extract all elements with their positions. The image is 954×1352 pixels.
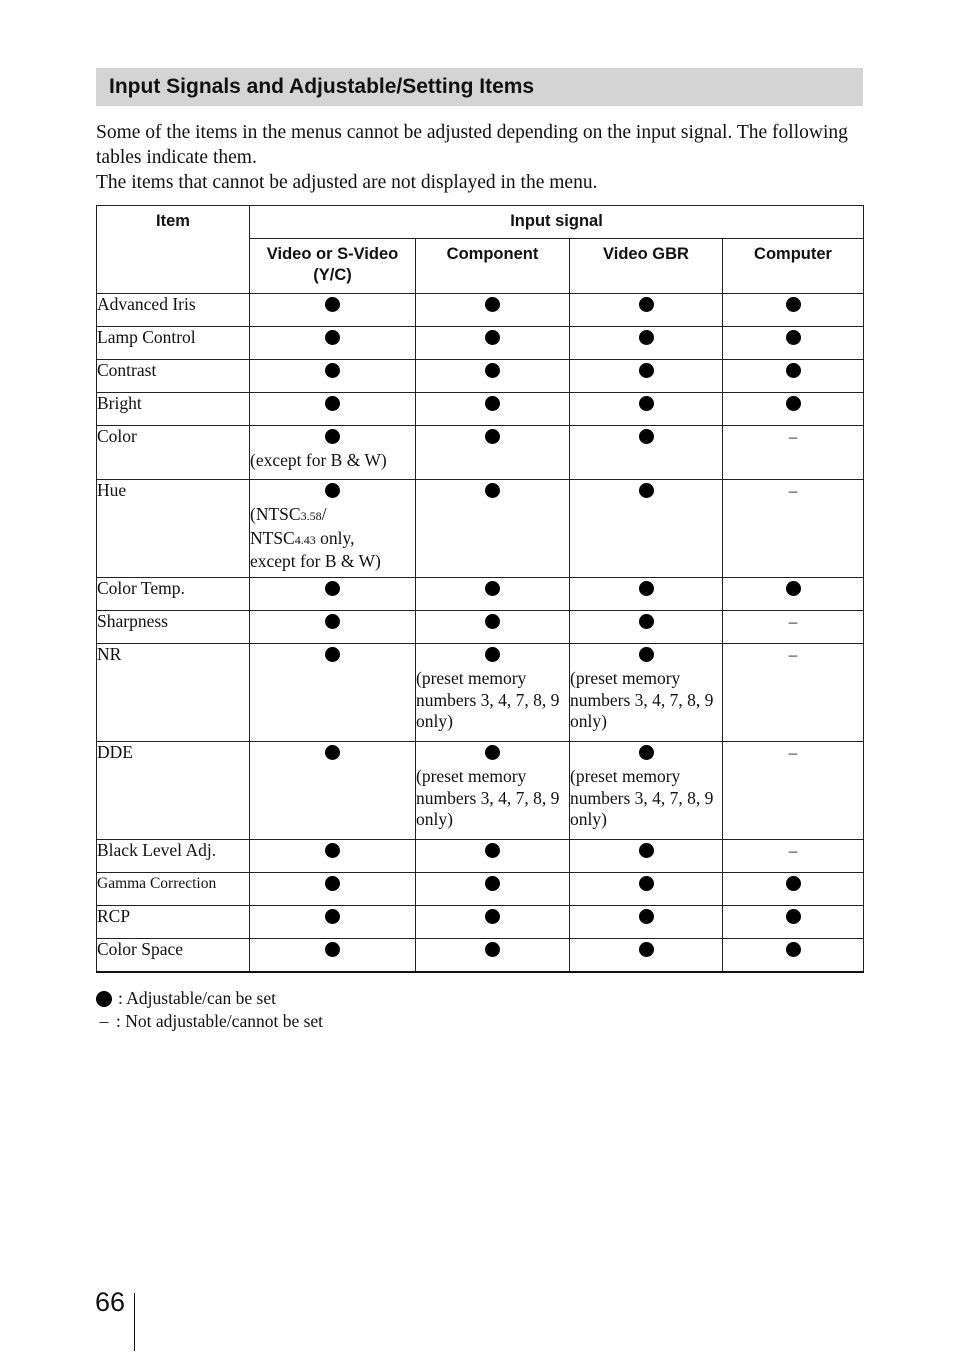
adjustable-dot-icon [485,843,500,858]
header-video-s-video: Video or S-Video (Y/C) [250,239,416,294]
intro-text [96,120,866,195]
adjustable-dot-icon [639,483,654,498]
adjustable-dot-icon [639,363,654,378]
adjustable-dot-icon [639,647,654,662]
adjustable-dot-icon [786,363,801,378]
intro-paragraph-1: Some of the items in the menus cannot be adjusted depending on the input signal. The following tables indicate them. [96,122,848,168]
adjustable-dot-icon [325,614,340,629]
legend-adjustable-text: : Adjustable/can be set [118,988,276,1008]
cell-note: (preset memory numbers 3, 4, 7, 8, 9 only) [416,766,560,829]
row-label: Hue [97,480,250,578]
adjustable-dot-icon [325,330,340,345]
adjustable-dot-icon [786,909,801,924]
not-adjustable-dash: – [788,841,798,860]
adjustable-dot-icon [325,647,340,662]
row-label: NR [97,644,250,742]
table-row [97,360,864,393]
table-row [97,840,864,873]
adjustable-dot-icon [325,909,340,924]
adjustable-dot-icon [325,483,340,498]
table-row [97,906,864,939]
adjustable-dot-icon [485,745,500,760]
row-label: RCP [97,906,250,939]
row-label: Color [97,426,250,480]
adjustable-dot-icon [639,581,654,596]
cell-note: (preset memory numbers 3, 4, 7, 8, 9 only) [570,766,714,829]
adjustable-dot-icon [485,396,500,411]
adjustable-dot-icon [325,745,340,760]
adjustable-dot-icon [786,876,801,891]
header-video-gbr: Video GBR [570,239,723,294]
adjustable-dot-icon [786,942,801,957]
row-label: Gamma Correction [97,873,250,906]
header-component: Component [416,239,570,294]
adjustable-dot-icon [485,942,500,957]
legend [96,987,323,1033]
row-label: Color Space [97,939,250,972]
not-adjustable-dash: – [788,645,798,664]
legend-not-adjustable [96,1010,323,1033]
adjustable-dot-icon [485,647,500,662]
adjustable-dot-icon [485,297,500,312]
row-label: Bright [97,393,250,426]
header-input-signal: Input signal [250,206,864,239]
table-row [97,294,864,327]
adjustable-dot-icon [786,330,801,345]
not-adjustable-dash: – [788,743,798,762]
input-signal-table [96,205,864,973]
adjustable-dot-icon [325,843,340,858]
table-row [97,611,864,644]
intro-paragraph-2: The items that cannot be adjusted are not displayed in the menu. [96,172,598,193]
adjustable-dot-icon [485,363,500,378]
not-adjustable-dash: – [99,1011,109,1031]
cell-note: (except for B & W) [250,450,387,470]
row-label: Sharpness [97,611,250,644]
adjustable-dot-icon [325,363,340,378]
cell-note: (preset memory numbers 3, 4, 7, 8, 9 only) [570,668,714,731]
adjustable-dot-icon [485,483,500,498]
adjustable-dot-icon [786,396,801,411]
adjustable-dot-icon [325,876,340,891]
table-row [97,873,864,906]
adjustable-dot-icon [96,991,112,1007]
table-row [97,426,864,480]
adjustable-dot-icon [485,909,500,924]
adjustable-dot-icon [786,297,801,312]
adjustable-dot-icon [485,876,500,891]
adjustable-dot-icon [639,745,654,760]
row-label: Contrast [97,360,250,393]
adjustable-dot-icon [325,942,340,957]
row-label: Color Temp. [97,578,250,611]
row-label: Black Level Adj. [97,840,250,873]
not-adjustable-dash: – [788,427,798,446]
adjustable-dot-icon [786,581,801,596]
legend-not-adjustable-text: : Not adjustable/cannot be set [116,1011,324,1031]
adjustable-dot-icon [639,843,654,858]
row-label: DDE [97,742,250,840]
adjustable-dot-icon [325,396,340,411]
table-row [97,578,864,611]
adjustable-dot-icon [639,297,654,312]
section-title: Input Signals and Adjustable/Setting Items [109,75,535,98]
adjustable-dot-icon [325,429,340,444]
legend-adjustable [96,987,323,1010]
cell-note: (preset memory numbers 3, 4, 7, 8, 9 only) [416,668,560,731]
section-header-bar [96,68,863,106]
adjustable-dot-icon [485,614,500,629]
adjustable-dot-icon [639,429,654,444]
row-label: Lamp Control [97,327,250,360]
header-computer: Computer [723,239,864,294]
adjustable-dot-icon [639,942,654,957]
adjustable-dot-icon [485,330,500,345]
table-row [97,742,864,840]
row-label: Advanced Iris [97,294,250,327]
not-adjustable-dash: – [788,612,798,631]
table-row [97,393,864,426]
adjustable-dot-icon [639,330,654,345]
header-item: Item [97,206,250,294]
adjustable-dot-icon [639,876,654,891]
adjustable-dot-icon [485,581,500,596]
page-number-rule [134,1293,135,1351]
adjustable-dot-icon [639,614,654,629]
adjustable-dot-icon [639,909,654,924]
table-row [97,480,864,578]
page-number: 66 [95,1287,126,1317]
adjustable-dot-icon [325,581,340,596]
not-adjustable-dash: – [788,481,798,500]
table-row [97,644,864,742]
cell-note: (NTSC3.58/ NTSC4.43 only, except for B & W) [250,504,381,571]
adjustable-dot-icon [485,429,500,444]
adjustable-dot-icon [639,396,654,411]
adjustable-dot-icon [325,297,340,312]
table-row [97,327,864,360]
table-row [97,939,864,972]
